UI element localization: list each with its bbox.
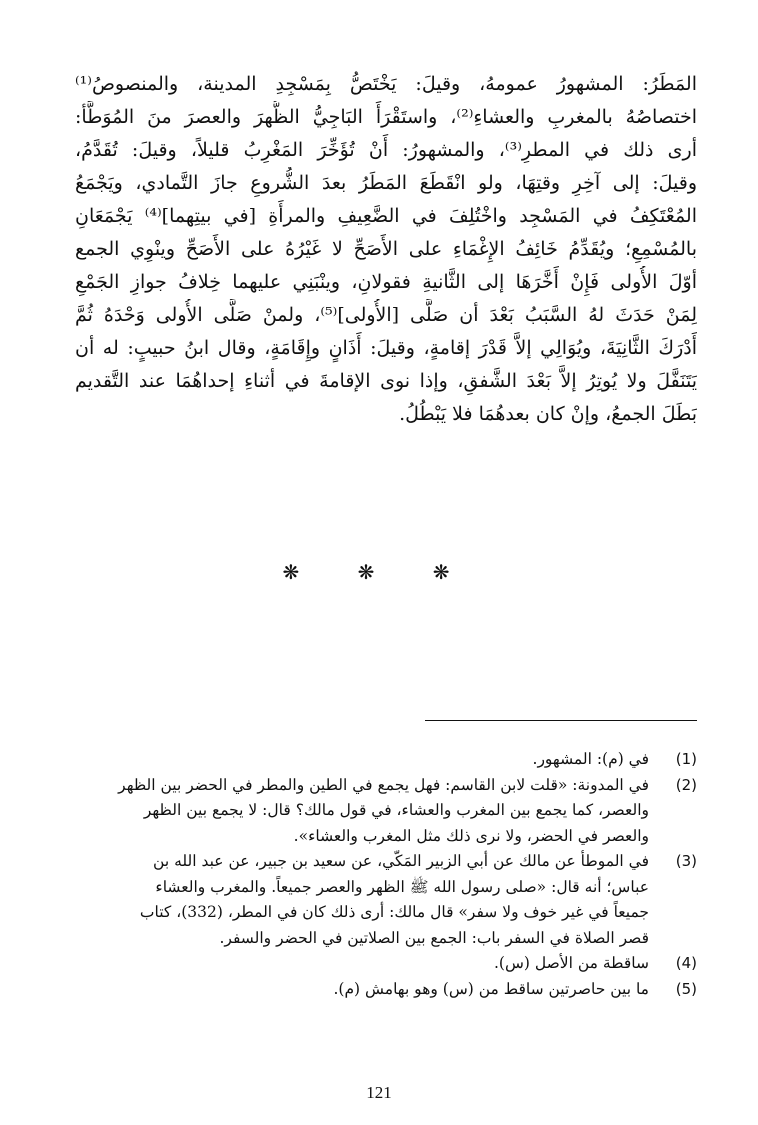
footnote-line: في المدونة: «قلت لابن القاسم: فهل يجمع في الطين والمطر في الحضر بين الظهر	[118, 775, 649, 794]
footnote-number: (1)	[675, 750, 697, 768]
footnote-line: عباس؛ أنه قال: «صلى رسول الله ﷺ الظهر والعصر جميعاً. والمغرب والعشاء	[155, 877, 649, 896]
main-text-line: وقيلَ: إلى آخِرِ وقتِهَا، ولو انْقَطَعَ المَطَرُ بعدَ الشُّروعِ جازَ التَّمادي، ويَجْمَعُ	[75, 172, 697, 194]
main-text-line: أوّلَ الأُولى فَإِنْ أَخَّرَهَا إلى الثَّانيةِ فقولانِ، وينْبَنِي عليهما خِلافُ جوازِ الجَمْعِ	[75, 271, 697, 293]
footnotes-block	[75, 747, 697, 1002]
footnote-line: في (م): المشهور.	[532, 750, 649, 768]
footnote	[75, 747, 697, 773]
footnote-line: والعصر، كما يجمع بين المغرب والعشاء، في قول مالك؟ قال: لا يجمع بين الظهر	[143, 801, 649, 819]
main-text-line: لِمَنْ حَدَثَ لهُ السَّبَبُ بَعْدَ أن صَلَّى [الأُولى]⁽⁵⁾، ولمنْ صَلَّى الأُولى وَحْدَهُ ثُمَّ	[75, 304, 697, 326]
page-number: 121	[366, 1083, 392, 1102]
footnote-line: ساقطة من الأصل (س).	[493, 954, 649, 972]
footnote-line: والعصر في الحضر، ولا نرى ذلك مثل المغرب والعشاء».	[293, 826, 649, 845]
main-text-block	[75, 68, 697, 431]
footnote-line: قصر الصلاة في السفر باب: الجمع بين الصلاتين في الحضر والسفر.	[219, 928, 649, 947]
footnote-number: (3)	[675, 852, 697, 870]
footnote-number: (4)	[675, 954, 697, 972]
section-separator-stars: ❋ ❋ ❋	[282, 560, 476, 584]
main-text-line: أَدْرَكَ الثَّانِيَةَ، ويُوَالِي إلاَّ قَدْرَ إقامةٍ، وقيلَ: أَذَانٍ وإِقَامَةٍ، وقال ابنُ حبيبٍ: له أن	[75, 337, 697, 359]
main-text-line: يَتَنَفَّلَ ولا يُوتِرُ إلاَّ بَعْدَ الشَّفقِ، وإذا نوى الإقامةَ في أثناءِ إحداهُمَا عند التَّقديم	[75, 370, 697, 392]
footnote-line: في الموطأ عن مالك عن أبي الزبير المَكّي، عن سعيد بن جبير، عن عبد الله بن	[153, 852, 649, 870]
footnote	[75, 773, 697, 850]
main-text-line: بالمُسْمِعِ؛ ويُقَدِّمُ خَائِفُ الإِغْمَاءِ على الأَصَحِّ لا غَيْرُهُ على الأَصَحِّ وينْوِي الجمع	[75, 238, 697, 260]
main-text-line: اختصاصُهُ بالمغربِ والعشاءِ⁽²⁾، واستَقْرَأَ البَاجِيُّ الظُّهرَ والعصرَ منَ المُوَطَّأ:	[75, 106, 697, 128]
footnote-line: جميعاً في غير خوف ولا سفر» قال مالك: أرى ذلك كان في المطر، (332)، كتاب	[139, 903, 649, 921]
main-text-line: أرى ذلك في المطرِ⁽³⁾، والمشهورُ: أَنْ تُؤَخِّرَ المَغْرِبُ قليلاً، وقيلَ: تُقَدَّمُ،	[75, 139, 697, 161]
footnote	[75, 951, 697, 977]
main-text-line: المُعْتَكِفُ في المَسْجِد واخْتُلِفَ في الضَّعِيفِ والمرأَةِ [في بيتِهما]⁽⁴⁾ يَجْمَعَانِ	[75, 205, 697, 227]
footnote-separator-line	[425, 720, 697, 721]
footnote-line: ما بين حاصرتين ساقط من (س) وهو بهامش (م).	[333, 979, 649, 998]
footnote	[75, 977, 697, 1003]
footnote-number: (5)	[675, 979, 697, 998]
footnote-number: (2)	[675, 775, 697, 794]
footnote	[75, 849, 697, 951]
main-text-line: المَطَرُ: المشهورُ عمومهُ، وقيلَ: يَخْتَصُّ بِمَسْجِدِ المدينة، والمنصوصُ⁽¹⁾	[75, 73, 697, 95]
main-text-line: بَطَلَ الجمعُ، وإنْ كان بعدهُمَا فلا يَبْطُلُ.	[399, 403, 697, 425]
